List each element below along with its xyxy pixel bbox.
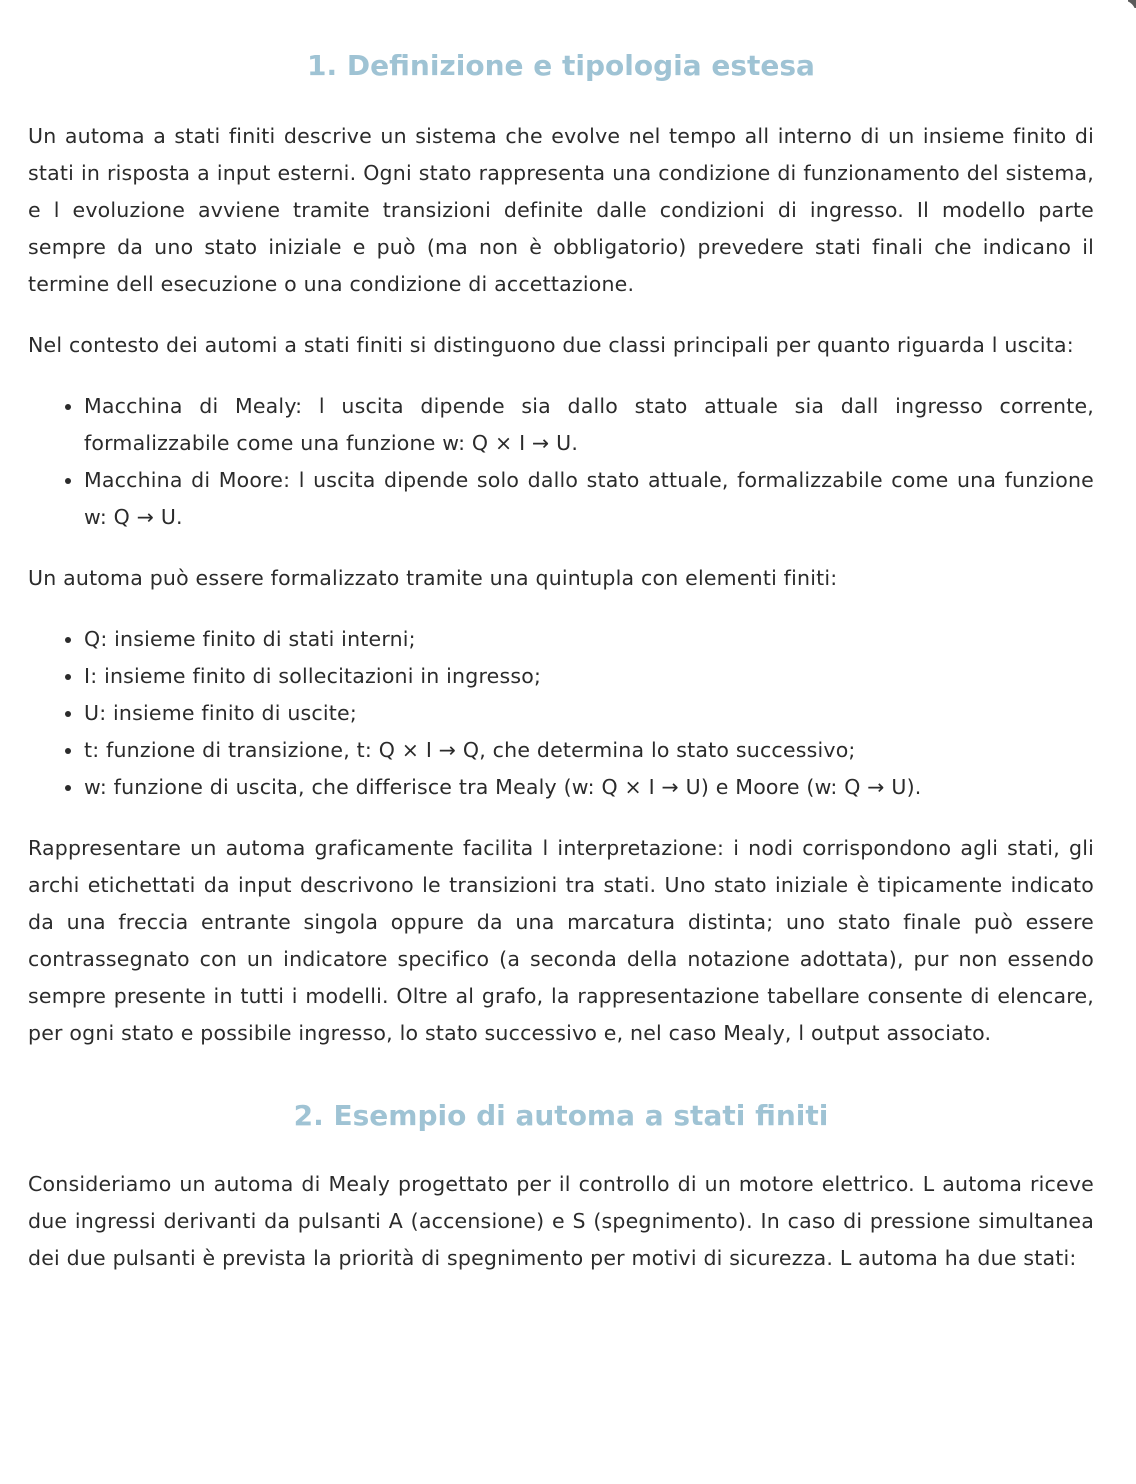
list-item-i: • I: insieme finito di sollecitazioni in ingresso; [84,658,1094,695]
section-1-paragraph-2: Nel contesto dei automi a stati finiti si distinguono due classi principali per quanto riguarda l uscita: [28,333,1074,357]
list-item-mealy: • Macchina di Mealy: l uscita dipende sia dallo stato attuale sia dall ingresso corrente, formalizzabile come una funzione w: Q × I → U. [84,388,1094,462]
section-1-paragraph-3: Un automa può essere formalizzato tramite una quintupla con elementi finiti: [28,566,838,590]
section-2-paragraph-1: Consideriamo un automa di Mealy progettato per il controllo di un motore elettrico. L automa riceve due ingressi derivanti da pulsanti A (accensione) e S (spegnimento). In caso di pressione simultanea dei due pulsanti è prevista la priorità di spegnimento per motivi di sicurezza. L automa ha due stati: [28,1172,1094,1270]
section-1-title: 1. Definizione e tipologia estesa [307,49,815,82]
list-item-moore: • Macchina di Moore: l uscita dipende solo dallo stato attuale, formalizzabile come una funzione w: Q → U. [84,462,1094,536]
list-item-u: • U: insieme finito di uscite; [84,695,1094,732]
section-1-paragraph-1: Un automa a stati finiti descrive un sistema che evolve nel tempo all interno di un insieme finito di stati in risposta a input esterni. Ogni stato rappresenta una condizione di funzionamento del sistema, e l evoluzione avviene tramite transizioni definite dalle condizioni di ingresso. Il modello parte sempre da uno stato iniziale e può (ma non è obbligatorio) prevedere stati finali che indicano il termine dell esecuzione o una condizione di accettazione. [28,124,1094,296]
machine-types-list [28,388,1094,536]
list-item-w: • w: funzione di uscita, che differisce tra Mealy (w: Q × I → U) e Moore (w: Q → U). [84,769,1094,806]
section-2-title: 2. Esempio di automa a stati finiti [293,1099,829,1132]
quintuple-list [28,621,1094,806]
list-item-q: • Q: insieme finito di stati interni; [84,621,1094,658]
section-1-paragraph-4: Rappresentare un automa graficamente facilita l interpretazione: i nodi corrispondono agli stati, gli archi etichettati da input descrivono le transizioni tra stati. Uno stato iniziale è tipicamente indicato da una freccia entrante singola oppure da una marcatura distinta; uno stato finale può essere contrassegnato con un indicatore specifico (a seconda della notazione adottata), pur non essendo sempre presente in tutti i modelli. Oltre al grafo, la rappresentazione tabellare consente di elencare, per ogni stato e possibile ingresso, lo stato successivo e, nel caso Mealy, l output associato. [28,836,1094,1045]
document-body [28,49,1094,1301]
page-corner-shadow [1122,0,1136,14]
list-item-t: • t: funzione di transizione, t: Q × I → Q, che determina lo stato successivo; [84,732,1094,769]
